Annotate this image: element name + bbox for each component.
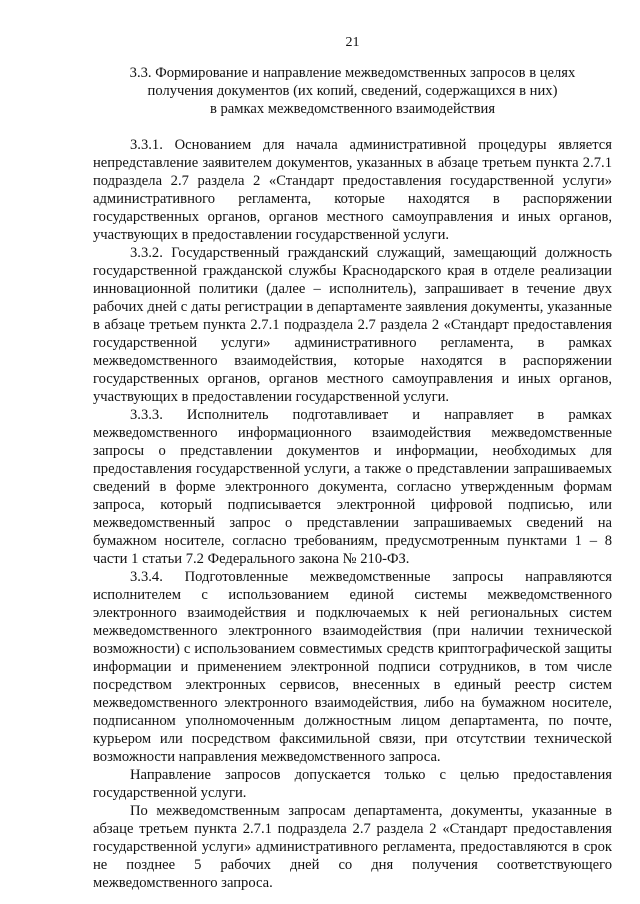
paragraph-3-3-1: 3.3.1. Основанием для начала административной процедуры является непредставление заявителем документов, указанных в абзаце третьем пункта 2.7.1 подраздела 2.7 раздела 2 «Стандарт предоставления государственной услуги» административного регламента, которые находятся в распоряжении государственных органов, органов местного самоуправления и иных органов, участвующих в предоставлении государственной услуги.: [93, 137, 612, 243]
document-page: [93, 34, 612, 892]
paragraph-3-3-3: 3.3.3. Исполнитель подготавливает и направляет в рамках межведомственного информационного взаимодействия межведомственные запросы о представлении документов и информации, необходимых для предоставления государственной услуги, а также о представлении запрашиваемых сведений в форме электронного документа, согласно утвержденным формам запроса, который подписывается электронной цифровой подписью, или межведомственный запрос о представлении запрашиваемых сведений на бумажном носителе, согласно требованиям, предусмотренным пунктами 1 – 8 части 1 статьи 7.2 Федерального закона № 210-ФЗ.: [93, 407, 612, 567]
paragraph-3-3-4: 3.3.4. Подготовленные межведомственные запросы направляются исполнителем с использованием единой системы межведомственного электронного взаимодействия и подключаемых к ней региональных систем межведомственного электронного взаимодействия (при наличии технической возможности) с использованием совместимых средств криптографической защиты информации и применением электронной подписи сотрудников, в том числе посредством электронных сервисов, внесенных в единый реестр систем межведомственного электронного взаимодействия, либо на бумажном носителе, подписанном уполномоченным должностным лицом департамента, по почте, курьером или посредством факсимильной связи, при отсутствии технической возможности направления межведомственного запроса.: [93, 569, 612, 765]
paragraph-requests-purpose: Направление запросов допускается только с целью предоставления государственной услуги.: [93, 767, 612, 801]
paragraph-response-deadline: По межведомственным запросам департамента, документы, указанные в абзаце третьем пункта 2.7.1 подраздела 2.7 раздела 2 «Стандарт предоставления государственной услуги» административного регламента, предоставляются в срок не позднее 5 рабочих дней со дня получения соответствующего межведомственного запроса.: [93, 803, 612, 891]
page-number: 21: [345, 35, 360, 50]
section-title-line: в рамках межведомственного взаимодействия: [209, 101, 496, 117]
paragraph-3-3-2: 3.3.2. Государственный гражданский служащий, замещающий должность государственной гражданской службы Краснодарского края в отделе реализации инновационной политики (далее – исполнитель), запрашивает в течение двух рабочих дней с даты регистрации в департаменте заявления документы, указанные в абзаце третьем пункта 2.7.1 подраздела 2.7 раздела 2 «Стандарт предоставления государственной услуги» административного регламента, в рамках межведомственного взаимодействия, которые находятся в распоряжении государственных органов, органов местного самоуправления и иных органов, участвующих в предоставлении государственной услуги.: [93, 245, 612, 405]
section-title: [93, 64, 612, 118]
section-title-line: получения документов (их копий, сведений, содержащихся в них): [147, 83, 558, 99]
section-title-line: 3.3. Формирование и направление межведомственных запросов в целях: [129, 65, 576, 81]
